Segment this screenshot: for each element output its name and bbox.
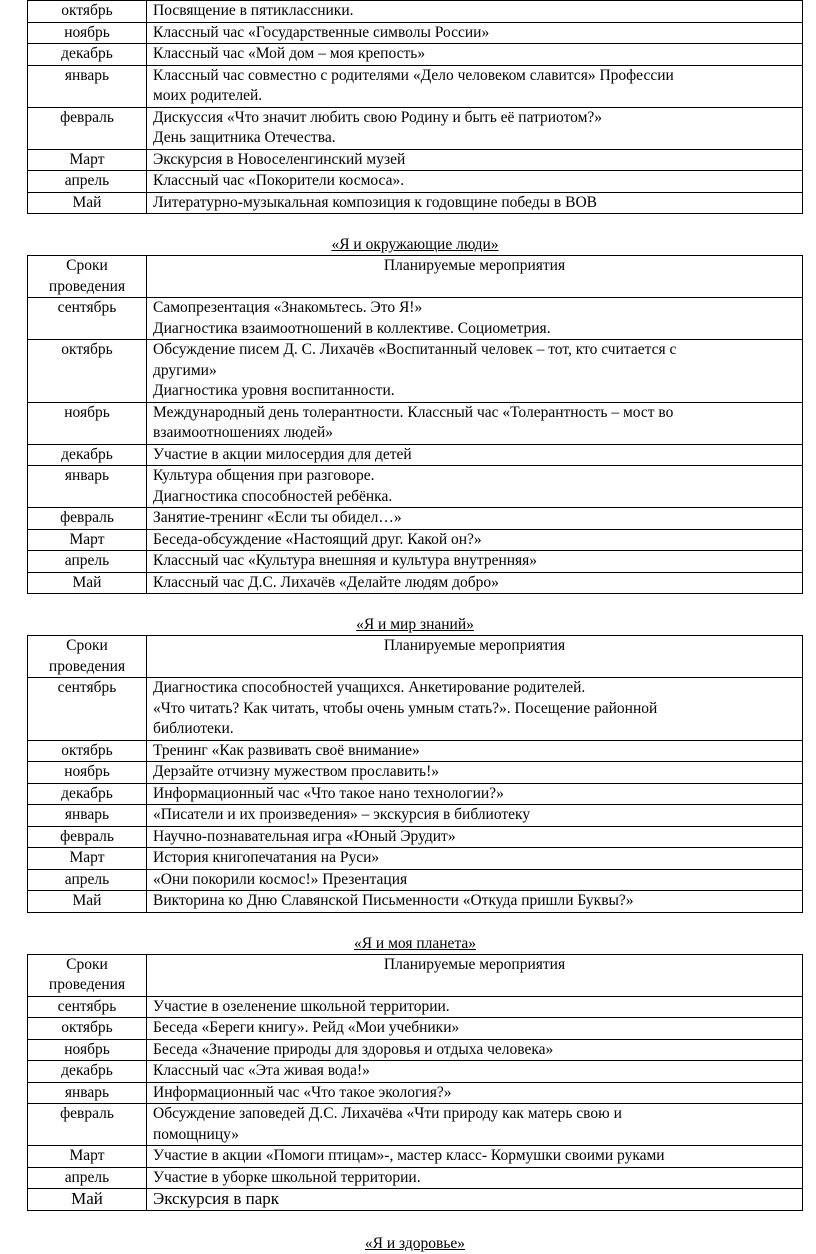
month-cell: январь [28,805,147,827]
table-row [28,869,803,891]
activity-cell [147,1146,803,1168]
activity-cell [147,1189,803,1211]
header-activities-cell: Планируемые мероприятия [147,636,803,678]
activity-line: Классный час «Государственные символы России» [153,23,490,41]
month-cell: октябрь [28,340,147,403]
activity-cell [147,572,803,594]
header-dates-label: проведения [48,976,126,993]
header-dates-label: проведения [48,277,126,295]
activity-line: Классный час «Мой дом – моя крепость» [153,45,426,62]
month-cell: апрель [28,1167,147,1189]
activity-cell [147,805,803,827]
month-cell: Май [28,572,147,594]
activity-line: моих родителей. [153,87,263,104]
table-row [28,65,803,107]
table-row [28,402,803,444]
header-dates-cell [28,636,147,678]
header-dates-label: Сроки [66,955,108,973]
activity-cell [147,1061,803,1083]
table-row [28,1167,803,1189]
activity-cell [147,65,803,107]
month-cell: декабрь [28,44,147,66]
table-row [28,1104,803,1146]
table-row [28,1146,803,1168]
table-row [28,171,803,193]
header-activities-cell: Планируемые мероприятия [147,256,803,298]
activity-line: другими» [153,361,217,379]
activity-line: «Что читать? Как читать, чтобы очень умным стать?». Посещение районной [153,699,658,717]
activity-line: Дерзайте отчизну мужеством прославить!» [153,763,440,780]
table-row [28,298,803,340]
table-row [28,805,803,827]
activity-cell [147,508,803,530]
activity-line: День защитника Отечества. [153,129,336,146]
activity-line: Классный час «Эта живая вода!» [153,1062,370,1079]
month-cell: сентябрь [28,678,147,741]
month-cell: февраль [28,508,147,530]
activity-line: Посвящение в пятиклассники. [153,2,354,19]
month-cell: ноябрь [28,22,147,44]
table-row [28,996,803,1018]
activity-cell [147,891,803,913]
activity-cell [147,848,803,870]
month-cell: ноябрь [28,1039,147,1061]
month-cell: октябрь [28,1,147,23]
table-row [28,444,803,466]
month-cell: ноябрь [28,402,147,444]
activity-cell [147,1082,803,1104]
header-activities-cell: Планируемые мероприятия [147,954,803,996]
month-cell: январь [28,466,147,508]
section-title: «Я и окружающие люди» [331,236,499,253]
table-row [28,340,803,403]
activity-cell [147,1018,803,1040]
activity-line: Научно-познавательная игра «Юный Эрудит» [153,827,456,845]
table-row [28,466,803,508]
table-row [28,848,803,870]
activity-cell [147,149,803,171]
activity-cell [147,402,803,444]
activity-cell [147,1167,803,1189]
table-row [28,1,803,23]
activity-cell [147,107,803,149]
month-cell: декабрь [28,444,147,466]
activity-cell [147,44,803,66]
month-cell: Май [28,1189,147,1211]
month-cell: декабрь [28,1061,147,1083]
header-dates-label: проведения [48,657,126,675]
plan-table [27,255,803,594]
table-row [28,22,803,44]
activity-line: Обсуждение писем Д. С. Лихачёв «Воспитанный человек – тот, кто считается с [153,341,677,358]
activity-cell [147,762,803,784]
activity-line: Викторина ко Дню Славянской Письменности «Откуда пришли Буквы?» [153,892,634,909]
activity-line: взаимоотношениях людей» [153,424,334,441]
activity-cell [147,783,803,805]
table-row [28,529,803,551]
activity-cell [147,826,803,848]
month-cell: январь [28,65,147,107]
activity-line: Тренинг «Как развивать своё внимание» [153,741,420,759]
table-row [28,1039,803,1061]
activity-line: библиотеки. [153,720,234,737]
month-cell: Март [28,848,147,870]
activity-line: Участие в акции милосердия для детей [153,445,412,463]
activity-cell [147,551,803,573]
activity-line: Дискуссия «Что значит любить свою Родину и быть её патриотом?» [153,108,603,126]
activity-line: Участие в акции «Помоги птицам»-, мастер класс- Кормушки своими руками [153,1147,665,1164]
plan-table [27,635,803,913]
month-cell: сентябрь [28,996,147,1018]
activity-cell [147,996,803,1018]
plan-table-civic [27,0,803,214]
activity-line: «Они покорили космос!» Презентация [153,870,408,888]
activity-line: Диагностика взаимоотношений в коллективе. Социометрия. [153,319,551,337]
activity-cell [147,466,803,508]
activity-line: Участие в уборке школьной территории. [153,1168,421,1186]
activity-cell [147,298,803,340]
activity-line: История книгопечатания на Руси» [153,849,380,866]
plan-table [27,954,803,1211]
table-header-row [28,954,803,996]
month-cell: Март [28,149,147,171]
activity-line: Самопрезентация «Знакомьтесь. Это Я!» [153,299,423,316]
month-cell: ноябрь [28,762,147,784]
activity-cell [147,444,803,466]
table-row [28,149,803,171]
activity-line: Культура общения при разговоре. [153,467,375,484]
activity-cell [147,869,803,891]
activity-cell [147,22,803,44]
table-row [28,1018,803,1040]
activity-line: Диагностика способностей ребёнка. [153,487,393,505]
table-row [28,783,803,805]
activity-line: Информационный час «Что такое экология?» [153,1083,452,1101]
month-cell: октябрь [28,740,147,762]
activity-cell [147,740,803,762]
activity-cell [147,1104,803,1146]
activity-cell [147,678,803,741]
table-row [28,762,803,784]
activity-line: Участие в озеленение школьной территории. [153,997,450,1015]
header-dates-label: Сроки [66,637,108,654]
table-row [28,826,803,848]
activity-cell [147,529,803,551]
month-cell: февраль [28,107,147,149]
table-row [28,508,803,530]
activity-line: Обсуждение заповедей Д.С. Лихачёва «Чти природу как матерь свою и [153,1105,622,1122]
activity-cell [147,340,803,403]
activity-line: Классный час Д.С. Лихачёв «Делайте людям добро» [153,573,499,591]
activity-line: Диагностика уровня воспитанности. [153,382,395,399]
table-row [28,891,803,913]
table-row [28,1061,803,1083]
table-row [28,1189,803,1211]
month-cell: апрель [28,171,147,193]
activity-line: Беседа-обсуждение «Настоящий друг. Какой он?» [153,530,482,548]
activity-line: Классный час «Культура внешняя и культура внутренняя» [153,552,538,569]
month-cell: Март [28,1146,147,1168]
table-row [28,551,803,573]
activity-line: Экскурсия в Новоселенгинский музей [153,150,406,168]
activity-line: Литературно-музыкальная композиция к годовщине победы в ВОВ [153,193,597,211]
activity-line: Экскурсия в парк [153,1189,280,1208]
header-dates-cell [28,256,147,298]
section-title: «Я и моя планета» [353,934,477,952]
activity-cell [147,1039,803,1061]
activity-line: Занятие-тренинг «Если ты обидел…» [153,509,402,526]
activity-line: Беседа «Значение природы для здоровья и отдыха человека» [153,1040,554,1058]
activity-cell [147,192,803,214]
month-cell: апрель [28,551,147,573]
table-row [28,572,803,594]
month-cell: декабрь [28,783,147,805]
activity-line: Беседа «Береги книгу». Рейд «Мои учебники» [153,1019,460,1036]
month-cell: Май [28,891,147,913]
header-dates-cell [28,954,147,996]
month-cell: октябрь [28,1018,147,1040]
table-header-row [28,256,803,298]
table-row [28,1082,803,1104]
table-row [28,44,803,66]
activity-line: Диагностика способностей учащихся. Анкетирование родителей. [153,679,586,696]
table-row [28,107,803,149]
activity-line: Классный час совместно с родителями «Дело человеком славится» Профессии [153,66,674,84]
table-row [28,740,803,762]
month-cell: апрель [28,869,147,891]
month-cell: январь [28,1082,147,1104]
month-cell: февраль [28,1104,147,1146]
activity-line: «Писатели и их произведения» – экскурсия в библиотеку [153,806,531,823]
table-row [28,192,803,214]
activity-cell [147,171,803,193]
month-cell: Март [28,529,147,551]
table-header-row [28,636,803,678]
document-page [27,0,803,1254]
section-title: «Я и мир знаний» [356,616,474,633]
month-cell: Май [28,192,147,214]
month-cell: февраль [28,826,147,848]
activity-line: Информационный час «Что такое нано технологии?» [153,784,504,802]
month-cell: сентябрь [28,298,147,340]
activity-line: Международный день толерантности. Классный час «Толерантность – мост во [153,403,674,421]
activity-cell [147,1,803,23]
activity-line: Классный час «Покорители космоса». [153,172,405,189]
header-dates-label: Сроки [66,257,108,274]
table-row [28,678,803,741]
section-title-health: «Я и здоровье» [364,1234,466,1252]
activity-line: помощницу» [153,1125,240,1143]
